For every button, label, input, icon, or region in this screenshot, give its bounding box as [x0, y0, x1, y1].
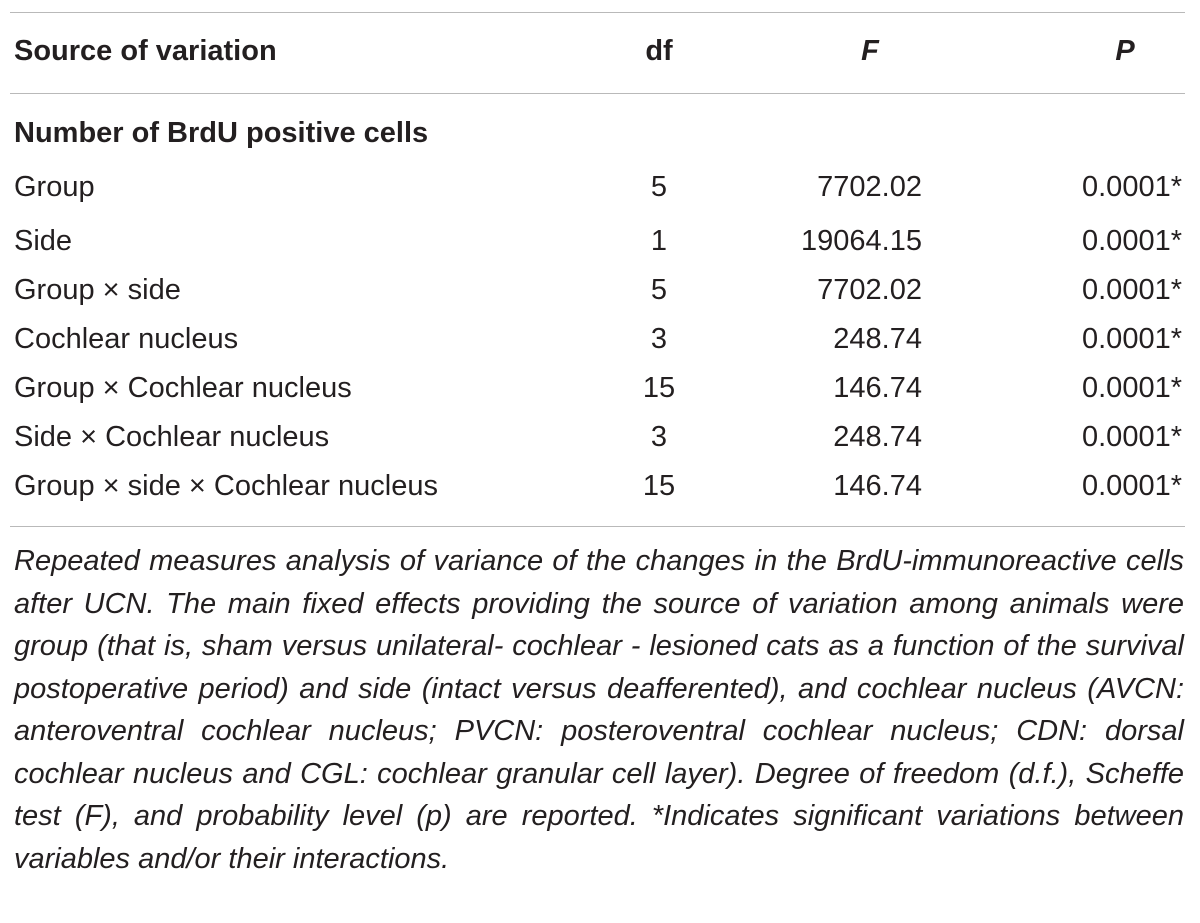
table-header-rule — [10, 93, 1185, 94]
row-f: 146.74 — [833, 470, 922, 502]
table-section-row — [0, 113, 1200, 153]
row-f: 7702.02 — [817, 274, 922, 306]
table-row — [0, 270, 1200, 310]
table-row — [0, 417, 1200, 457]
header-source: Source of variation — [14, 35, 277, 67]
row-df: 1 — [650, 225, 668, 257]
table-row — [0, 319, 1200, 359]
row-p: 0.0001* — [1082, 421, 1182, 453]
table-caption: Repeated measures analysis of variance of the changes in the BrdU-immunoreactive cells after UCN. The main fixed effects providing the source of variation among animals were group (that is, sham versus unilateral- cochlear - lesioned cats as a function of the survival postoperative period) and side (intact versus deafferented), and cochlear nucleus (AVCN: anteroventral cochlear nucleus; PVCN: posteroventral cochlear nucleus; CDN: dorsal cochlear nucleus and CGL: cochlear granular cell layer). Degree of freedom (d.f.), Scheffe test (F), and probability level (p) are reported. *Indicates significant variations between variables and/or their interactions. — [14, 545, 1184, 875]
row-p: 0.0001* — [1082, 171, 1182, 203]
row-df: 15 — [642, 470, 676, 502]
row-source: Group × side — [14, 274, 181, 306]
row-df: 5 — [650, 274, 668, 306]
row-f: 248.74 — [833, 421, 922, 453]
row-source: Side — [14, 225, 73, 257]
row-df: 5 — [650, 171, 668, 203]
header-df: df — [645, 35, 673, 67]
row-df: 3 — [650, 421, 668, 453]
row-p: 0.0001* — [1082, 225, 1182, 257]
table-header-row — [0, 31, 1200, 71]
row-source: Group × side × Cochlear nucleus — [14, 470, 438, 502]
row-p: 0.0001* — [1082, 323, 1182, 355]
table-row — [0, 368, 1200, 408]
row-p: 0.0001* — [1082, 274, 1182, 306]
row-f: 19064.15 — [801, 225, 922, 257]
header-p: P — [1115, 35, 1135, 67]
row-f: 248.74 — [833, 323, 922, 355]
row-source: Group × Cochlear nucleus — [14, 372, 352, 404]
table-row — [0, 466, 1200, 506]
table-top-rule — [10, 12, 1185, 13]
row-p: 0.0001* — [1082, 372, 1182, 404]
row-f: 146.74 — [833, 372, 922, 404]
table-bottom-rule — [10, 526, 1185, 527]
section-title: Number of BrdU positive cells — [14, 117, 429, 149]
row-p: 0.0001* — [1082, 470, 1182, 502]
row-source: Side × Cochlear nucleus — [14, 421, 330, 453]
row-source: Cochlear nucleus — [14, 323, 239, 355]
row-f: 7702.02 — [817, 171, 922, 203]
row-df: 3 — [650, 323, 668, 355]
header-f: F — [861, 35, 879, 67]
row-df: 15 — [642, 372, 676, 404]
table-row — [0, 221, 1200, 261]
table-row — [0, 167, 1200, 207]
row-source: Group — [14, 171, 95, 203]
